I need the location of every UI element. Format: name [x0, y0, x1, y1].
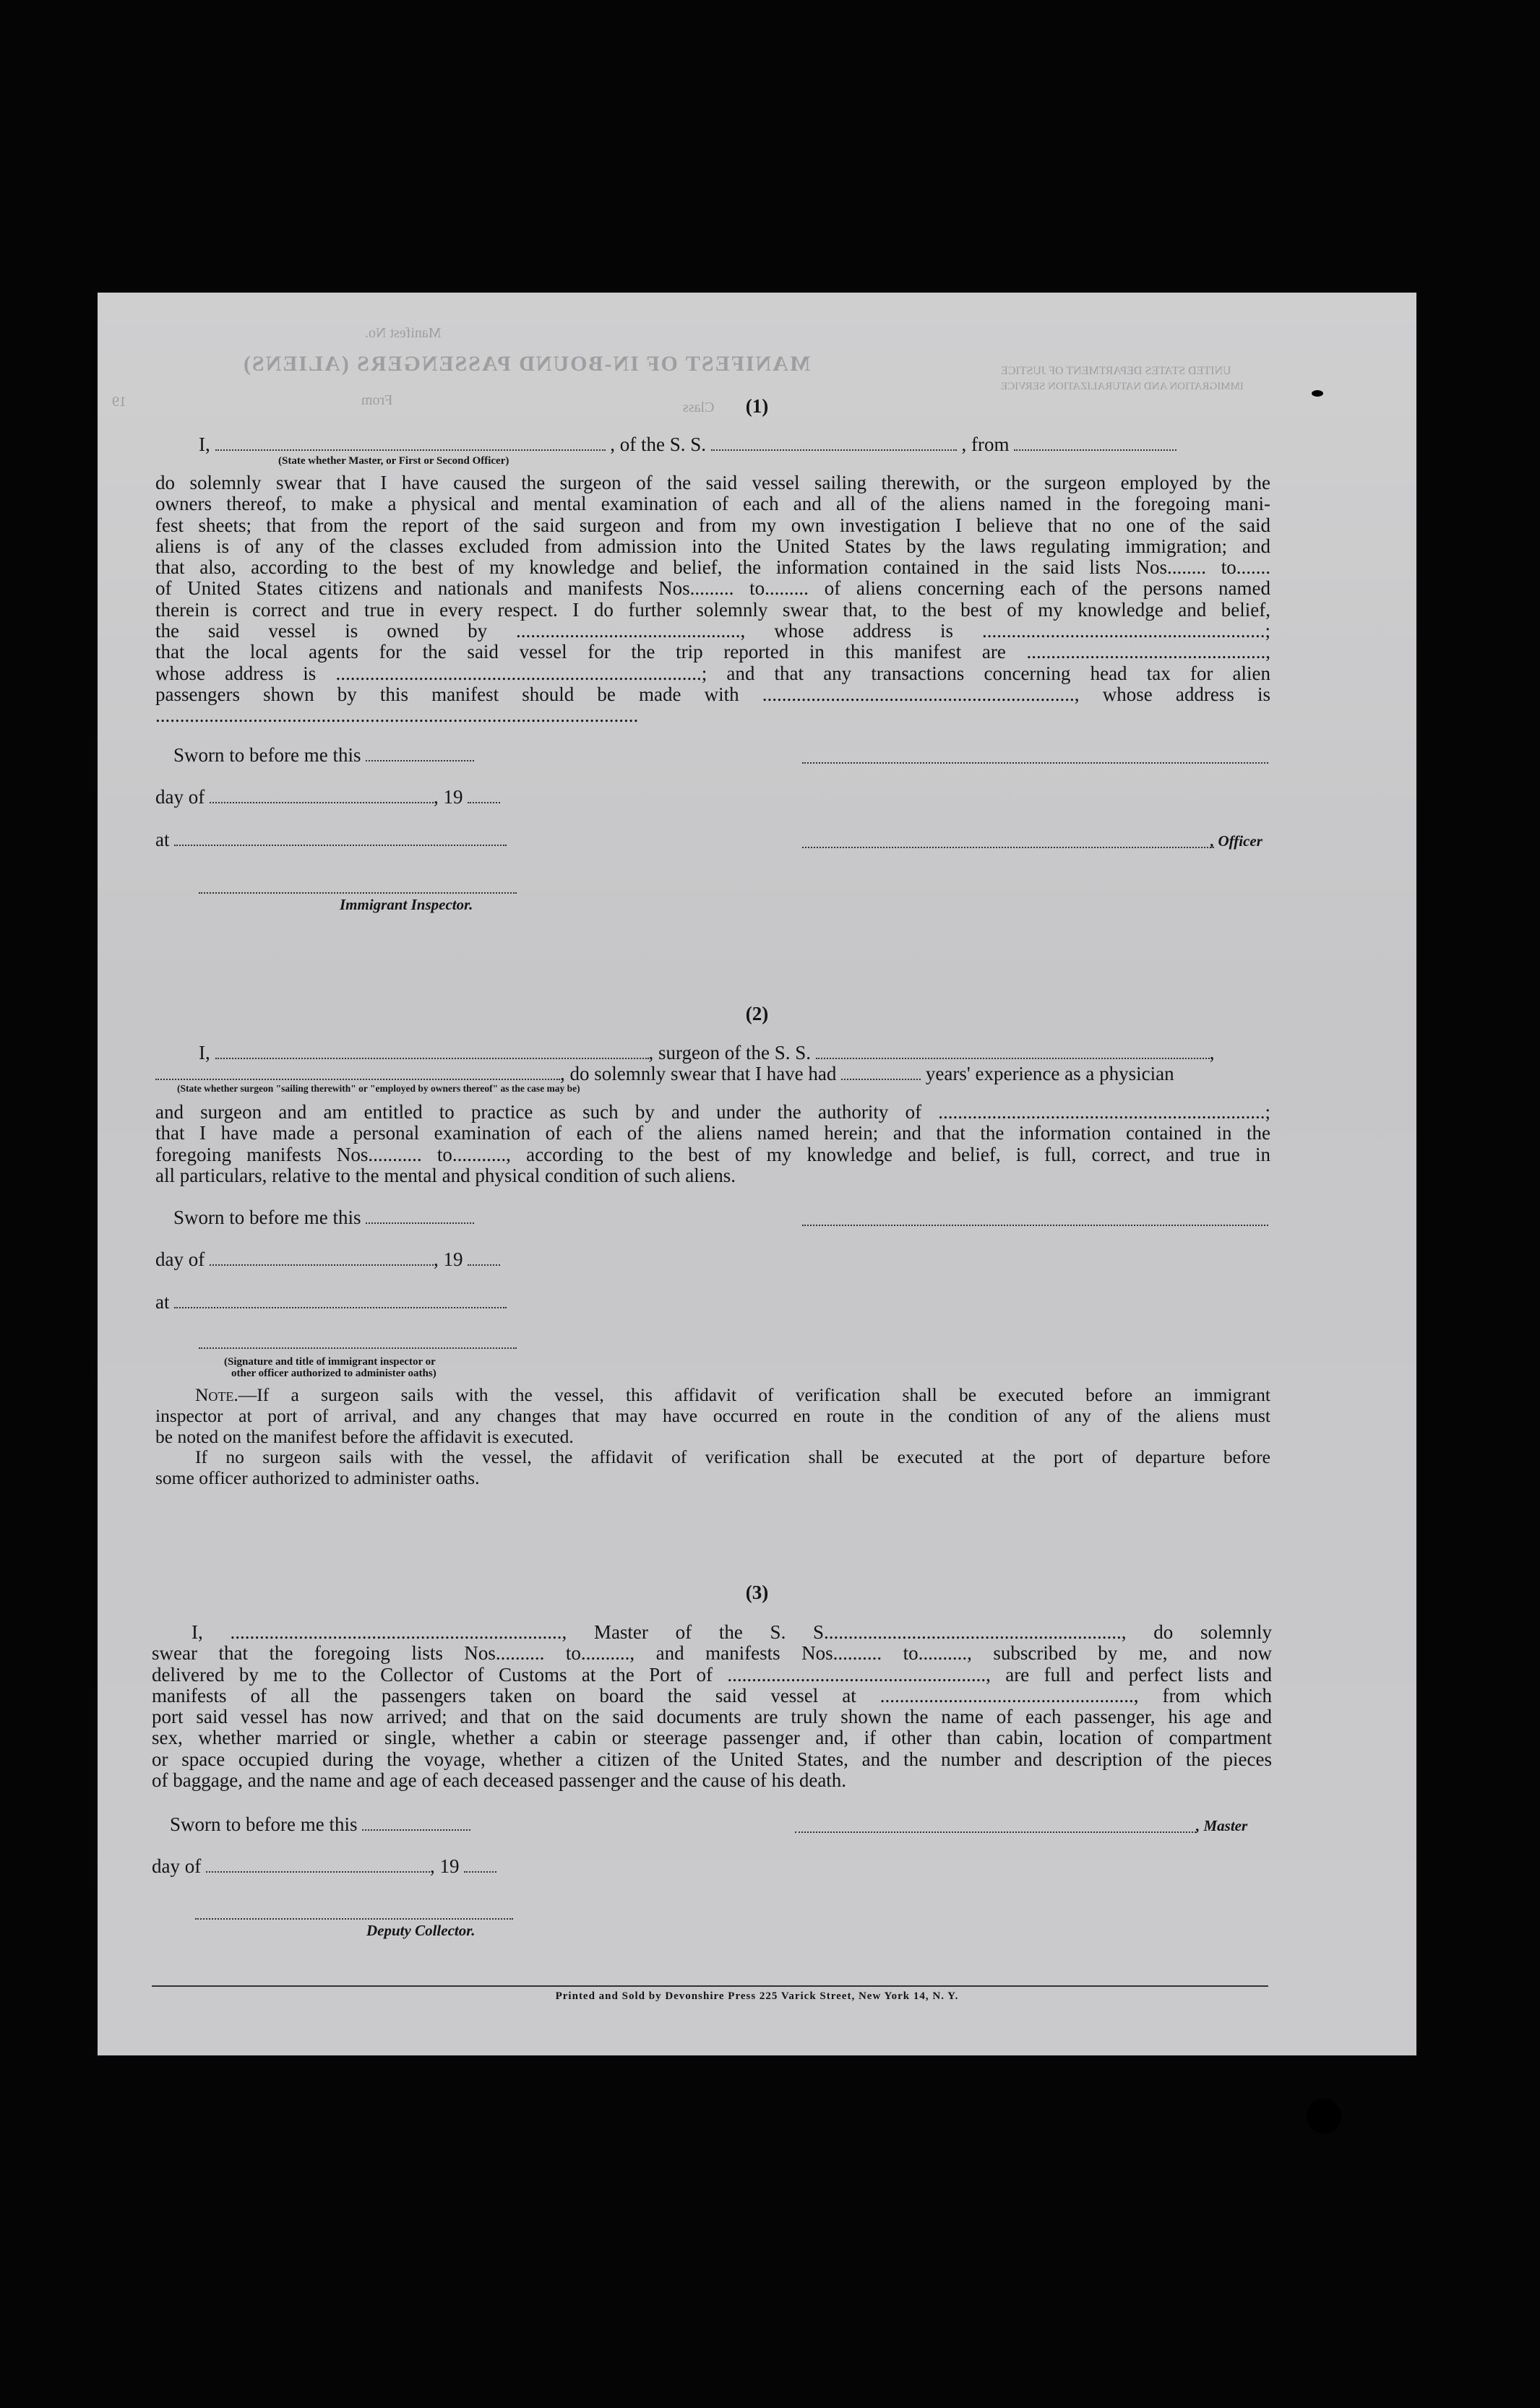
i-label: I, — [199, 433, 210, 455]
at-line-2 — [155, 1291, 507, 1313]
sworn-line-1 — [173, 744, 474, 767]
section-1-oath — [155, 472, 1270, 727]
oath-line: delivered by me to the Collector of Customs at the Port of ....................................................., are full and perfect lists and — [152, 1664, 1272, 1686]
oath-line: fest sheets; that from the report of the said surgeon and from my own investigation I believe that no one of the said — [155, 514, 1270, 536]
year-field[interactable] — [468, 787, 500, 803]
section-1-first-line — [199, 433, 1176, 456]
deputy-signature-line[interactable] — [195, 1917, 513, 1920]
oath-line: of United States citizens and nationals and manifests Nos......... to......... of aliens concerning each of the persons named — [155, 578, 1270, 600]
of-ss-label: , of the S. S. — [610, 433, 707, 455]
section-3-number: (3) — [745, 1581, 769, 1603]
note-label: Note. — [195, 1384, 238, 1405]
day-of-label: day of — [155, 1248, 205, 1270]
oath-line: passengers shown by this manifest should be made with ................................................................, whose address is — [155, 683, 1270, 705]
oath-line: of baggage, and the name and age of each deceased passenger and the cause of his death. — [152, 1770, 847, 1792]
port-from-field[interactable] — [1014, 435, 1176, 451]
at-label: at — [155, 829, 170, 850]
oath-line: foregoing manifests Nos........... to..........., according to the best of my knowledge and belief, is full, correct, and true in — [155, 1144, 1270, 1165]
oath-line: manifests of all the passengers taken on board the said vessel at ...................................................., from which — [152, 1685, 1272, 1706]
month-field[interactable] — [206, 1857, 430, 1873]
sworn-label: Sworn to before me this — [170, 1813, 358, 1835]
note-line — [155, 1385, 1270, 1406]
master-role: , Master — [1196, 1817, 1248, 1834]
section-2-number: (2) — [745, 1003, 769, 1024]
day-of-line-1 — [155, 786, 500, 808]
oath-line: sex, whether married or single, whether a cabin or steerage passenger and, if other than cabin, location of compartment — [152, 1727, 1272, 1749]
years-label: years' experience as a physician — [925, 1063, 1174, 1084]
punch-hole — [1307, 2099, 1341, 2133]
sworn-label: Sworn to before me this — [173, 744, 361, 766]
i-label: I, — [199, 1042, 210, 1063]
ghost-manifest-no: Manifest No. — [365, 325, 442, 341]
month-field[interactable] — [210, 787, 434, 803]
oath-line: swear that the foregoing lists Nos.......... to.........., and manifests Nos.......... to.........., subscribed by me, and now — [152, 1643, 1272, 1665]
surgeon-of-label: , surgeon of the S. S. — [648, 1042, 812, 1063]
ghost-year: 19 — [112, 394, 126, 410]
ghost-from: From — [361, 392, 393, 408]
place-field[interactable] — [174, 1293, 507, 1308]
oath-line: ................................................................................................... — [155, 705, 639, 727]
year-field[interactable] — [468, 1250, 500, 1266]
footer-rule — [152, 1985, 1268, 1987]
oath-line: port said vessel has now arrived; and that on the said documents are truly shown the name of each passenger, his age and — [152, 1706, 1272, 1728]
ghost-manifest-title: MANIFEST OF IN-BOUND PASSENGERS (ALIENS) — [242, 352, 811, 376]
vessel-name-field[interactable] — [816, 1043, 1210, 1059]
at-line-1 — [155, 829, 507, 851]
years-field[interactable] — [841, 1064, 921, 1080]
oath-line: whose address is ...........................................................................; and that any transactions concerning head tax for alien — [155, 663, 1270, 684]
officer-caption: (State whether Master, or First or Second Officer) — [278, 455, 509, 467]
surgeon-status-field[interactable] — [155, 1064, 560, 1080]
officer-signature-line[interactable] — [802, 761, 1268, 764]
oath-line: do solemnly swear that I have caused the surgeon of the said vessel sailing therewith, or the surgeon employed by the — [155, 472, 1270, 493]
day-of-line-3 — [152, 1855, 496, 1878]
sworn-label: Sworn to before me this — [173, 1207, 361, 1228]
ghost-class: Class — [683, 400, 715, 415]
day-of-line-2 — [155, 1248, 500, 1271]
surgeon-name-field[interactable] — [215, 1043, 649, 1059]
swear-label: , do solemnly swear that I have had — [560, 1063, 837, 1084]
place-field[interactable] — [174, 830, 507, 846]
oath-line: aliens is of any of the classes excluded from admission into the United States by the laws regulating immigration; and — [155, 535, 1270, 557]
oath-line: and surgeon and am entitled to practice as such by and under the authority of ...................................................................; — [155, 1102, 1270, 1123]
oath-line: that I have made a personal examination of each of the aliens named herein; and that the information contained in the — [155, 1123, 1270, 1144]
note-line: inspector at port of arrival, and any changes that may have occurred en route in the condition of any of the aliens must — [155, 1404, 1270, 1426]
section-2-first-line: I, , surgeon of the S. S. , — [199, 1042, 1215, 1063]
oath-line: all particulars, relative to the mental and physical condition of such aliens. — [155, 1165, 736, 1186]
year-prefix: , 19 — [429, 1855, 460, 1877]
sworn-line-2 — [173, 1207, 474, 1229]
signature-caption-1: (Signature and title of immigrant inspector or — [224, 1356, 436, 1368]
year-field[interactable] — [464, 1857, 496, 1873]
section-3-oath — [152, 1622, 1272, 1791]
officer-name-line[interactable] — [802, 845, 1214, 848]
printer-imprint: Printed and Sold by Devonshire Press 225 Varick Street, New York 14, N. Y. — [555, 1990, 959, 2002]
sworn-day-field[interactable] — [366, 746, 474, 761]
administering-officer-signature-line[interactable] — [199, 1346, 517, 1349]
note-text: —If a surgeon sails with the vessel, this affidavit of verification shall be executed before an immigrant — [238, 1384, 1270, 1405]
officer-name-field[interactable] — [215, 435, 606, 451]
signature-caption-2: other officer authorized to administer oaths) — [231, 1368, 436, 1379]
year-prefix: , 19 — [433, 1248, 463, 1270]
officer-role: , Officer — [1210, 832, 1262, 850]
section-1-number: (1) — [745, 395, 769, 417]
note-line: some officer authorized to administer oaths. — [155, 1467, 480, 1489]
sworn-line-3 — [170, 1813, 470, 1836]
ghost-service: IMMIGRATION AND NATURALIZATION SERVICE — [1001, 381, 1244, 392]
inspector-role: Immigrant Inspector. — [340, 896, 473, 913]
master-signature-line[interactable] — [795, 1830, 1196, 1833]
inspector-signature-line[interactable] — [199, 891, 517, 894]
note-block — [155, 1385, 1270, 1489]
vessel-name-field[interactable] — [711, 435, 957, 451]
year-prefix: , 19 — [433, 786, 463, 808]
day-of-label: day of — [152, 1855, 202, 1877]
month-field[interactable] — [210, 1250, 434, 1266]
oath-line: that also, according to the best of my knowledge and belief, the information contained in the said lists Nos........ to....... — [155, 557, 1270, 579]
oath-line: owners thereof, to make a physical and mental examination of each and all of the aliens named in the foregoing mani- — [155, 493, 1270, 515]
deputy-role: Deputy Collector. — [366, 1922, 476, 1939]
note-line: be noted on the manifest before the affidavit is executed. — [155, 1425, 574, 1447]
oath-line: or space occupied during the voyage, whether a citizen of the United States, and the number and description of the pieces — [152, 1748, 1272, 1770]
section-2-oath — [155, 1102, 1270, 1186]
note-line: If no surgeon sails with the vessel, the affidavit of verification shall be executed at the port of departure before — [195, 1446, 1270, 1468]
oath-line: therein is correct and true in every respect. I do further solemnly swear that, to the best of my knowledge and belief, — [155, 599, 1270, 621]
oath-line: that the local agents for the said vessel for the trip reported in this manifest are ................................................., — [155, 642, 1270, 663]
sworn-day-field[interactable] — [362, 1815, 470, 1831]
day-of-label: day of — [155, 786, 205, 808]
from-label: , from — [961, 433, 1010, 455]
manifest-back-page — [98, 293, 1416, 2055]
oath-line: the said vessel is owned by .............................................., whose address is ..........................................................; — [155, 621, 1270, 642]
surgeon-signature-line[interactable] — [802, 1223, 1268, 1226]
at-label: at — [155, 1291, 170, 1313]
sworn-day-field[interactable] — [366, 1208, 474, 1224]
ghost-agency: UNITED STATES DEPARTMENT OF JUSTICE — [1001, 365, 1231, 377]
section-2-second-line — [155, 1063, 1174, 1085]
oath-line: I, ...................................................................., Master of the S. S............................................................., do solemnly — [192, 1622, 1272, 1643]
surgeon-caption: (State whether surgeon "sailing therewith" or "employed by owners thereof" as the case may be) — [177, 1083, 580, 1094]
